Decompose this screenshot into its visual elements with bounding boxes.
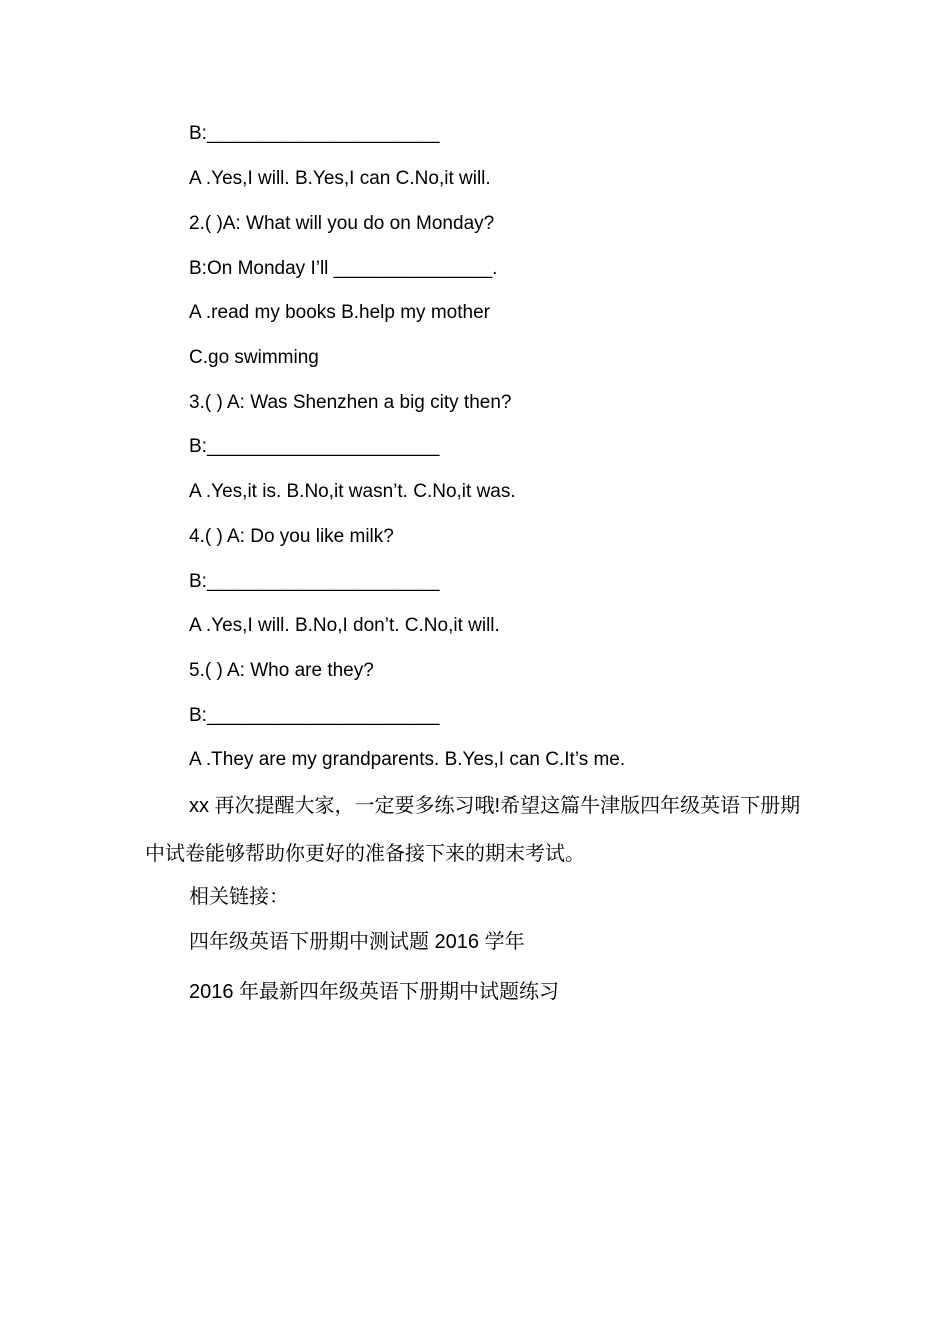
question-3: 3.( ) A: Was Shenzhen a big city then? [189, 392, 512, 413]
answer-line-5: B:______________________ [189, 705, 440, 726]
options-2a: A .read my books B.help my mother [189, 302, 490, 323]
related-link-1[interactable]: 四年级英语下册期中测试题 2016 学年 [189, 931, 525, 953]
options-3: A .Yes,it is. B.No,it wasn’t. C.No,it was. [189, 481, 516, 502]
reminder-paragraph: xx 再次提醒大家，一定要多练习哦!希望这篇牛津版四年级英语下册期中试卷能够帮助你更好的准备接下来的期末考试。 [145, 795, 801, 865]
answer-line-2: B:On Monday I’ll _______________. [189, 258, 498, 279]
options-2b: C.go swimming [189, 347, 319, 368]
answer-line-4: B:______________________ [189, 571, 440, 592]
question-5: 5.( ) A: Who are they? [189, 660, 374, 681]
question-2: 2.( )A: What will you do on Monday? [189, 213, 495, 234]
answer-line-1: B:______________________ [189, 123, 440, 144]
answer-line-3: B:______________________ [189, 436, 440, 457]
options-1: A .Yes,I will. B.Yes,I can C.No,it will. [189, 168, 491, 189]
question-4: 4.( ) A: Do you like milk? [189, 526, 394, 547]
options-5: A .They are my grandparents. B.Yes,I can C.It’s me. [189, 749, 626, 770]
options-4: A .Yes,I will. B.No,I don’t. C.No,it will. [189, 615, 500, 636]
related-link-2[interactable]: 2016 年最新四年级英语下册期中试题练习 [189, 981, 560, 1003]
related-links-label: 相关链接： [189, 886, 289, 908]
